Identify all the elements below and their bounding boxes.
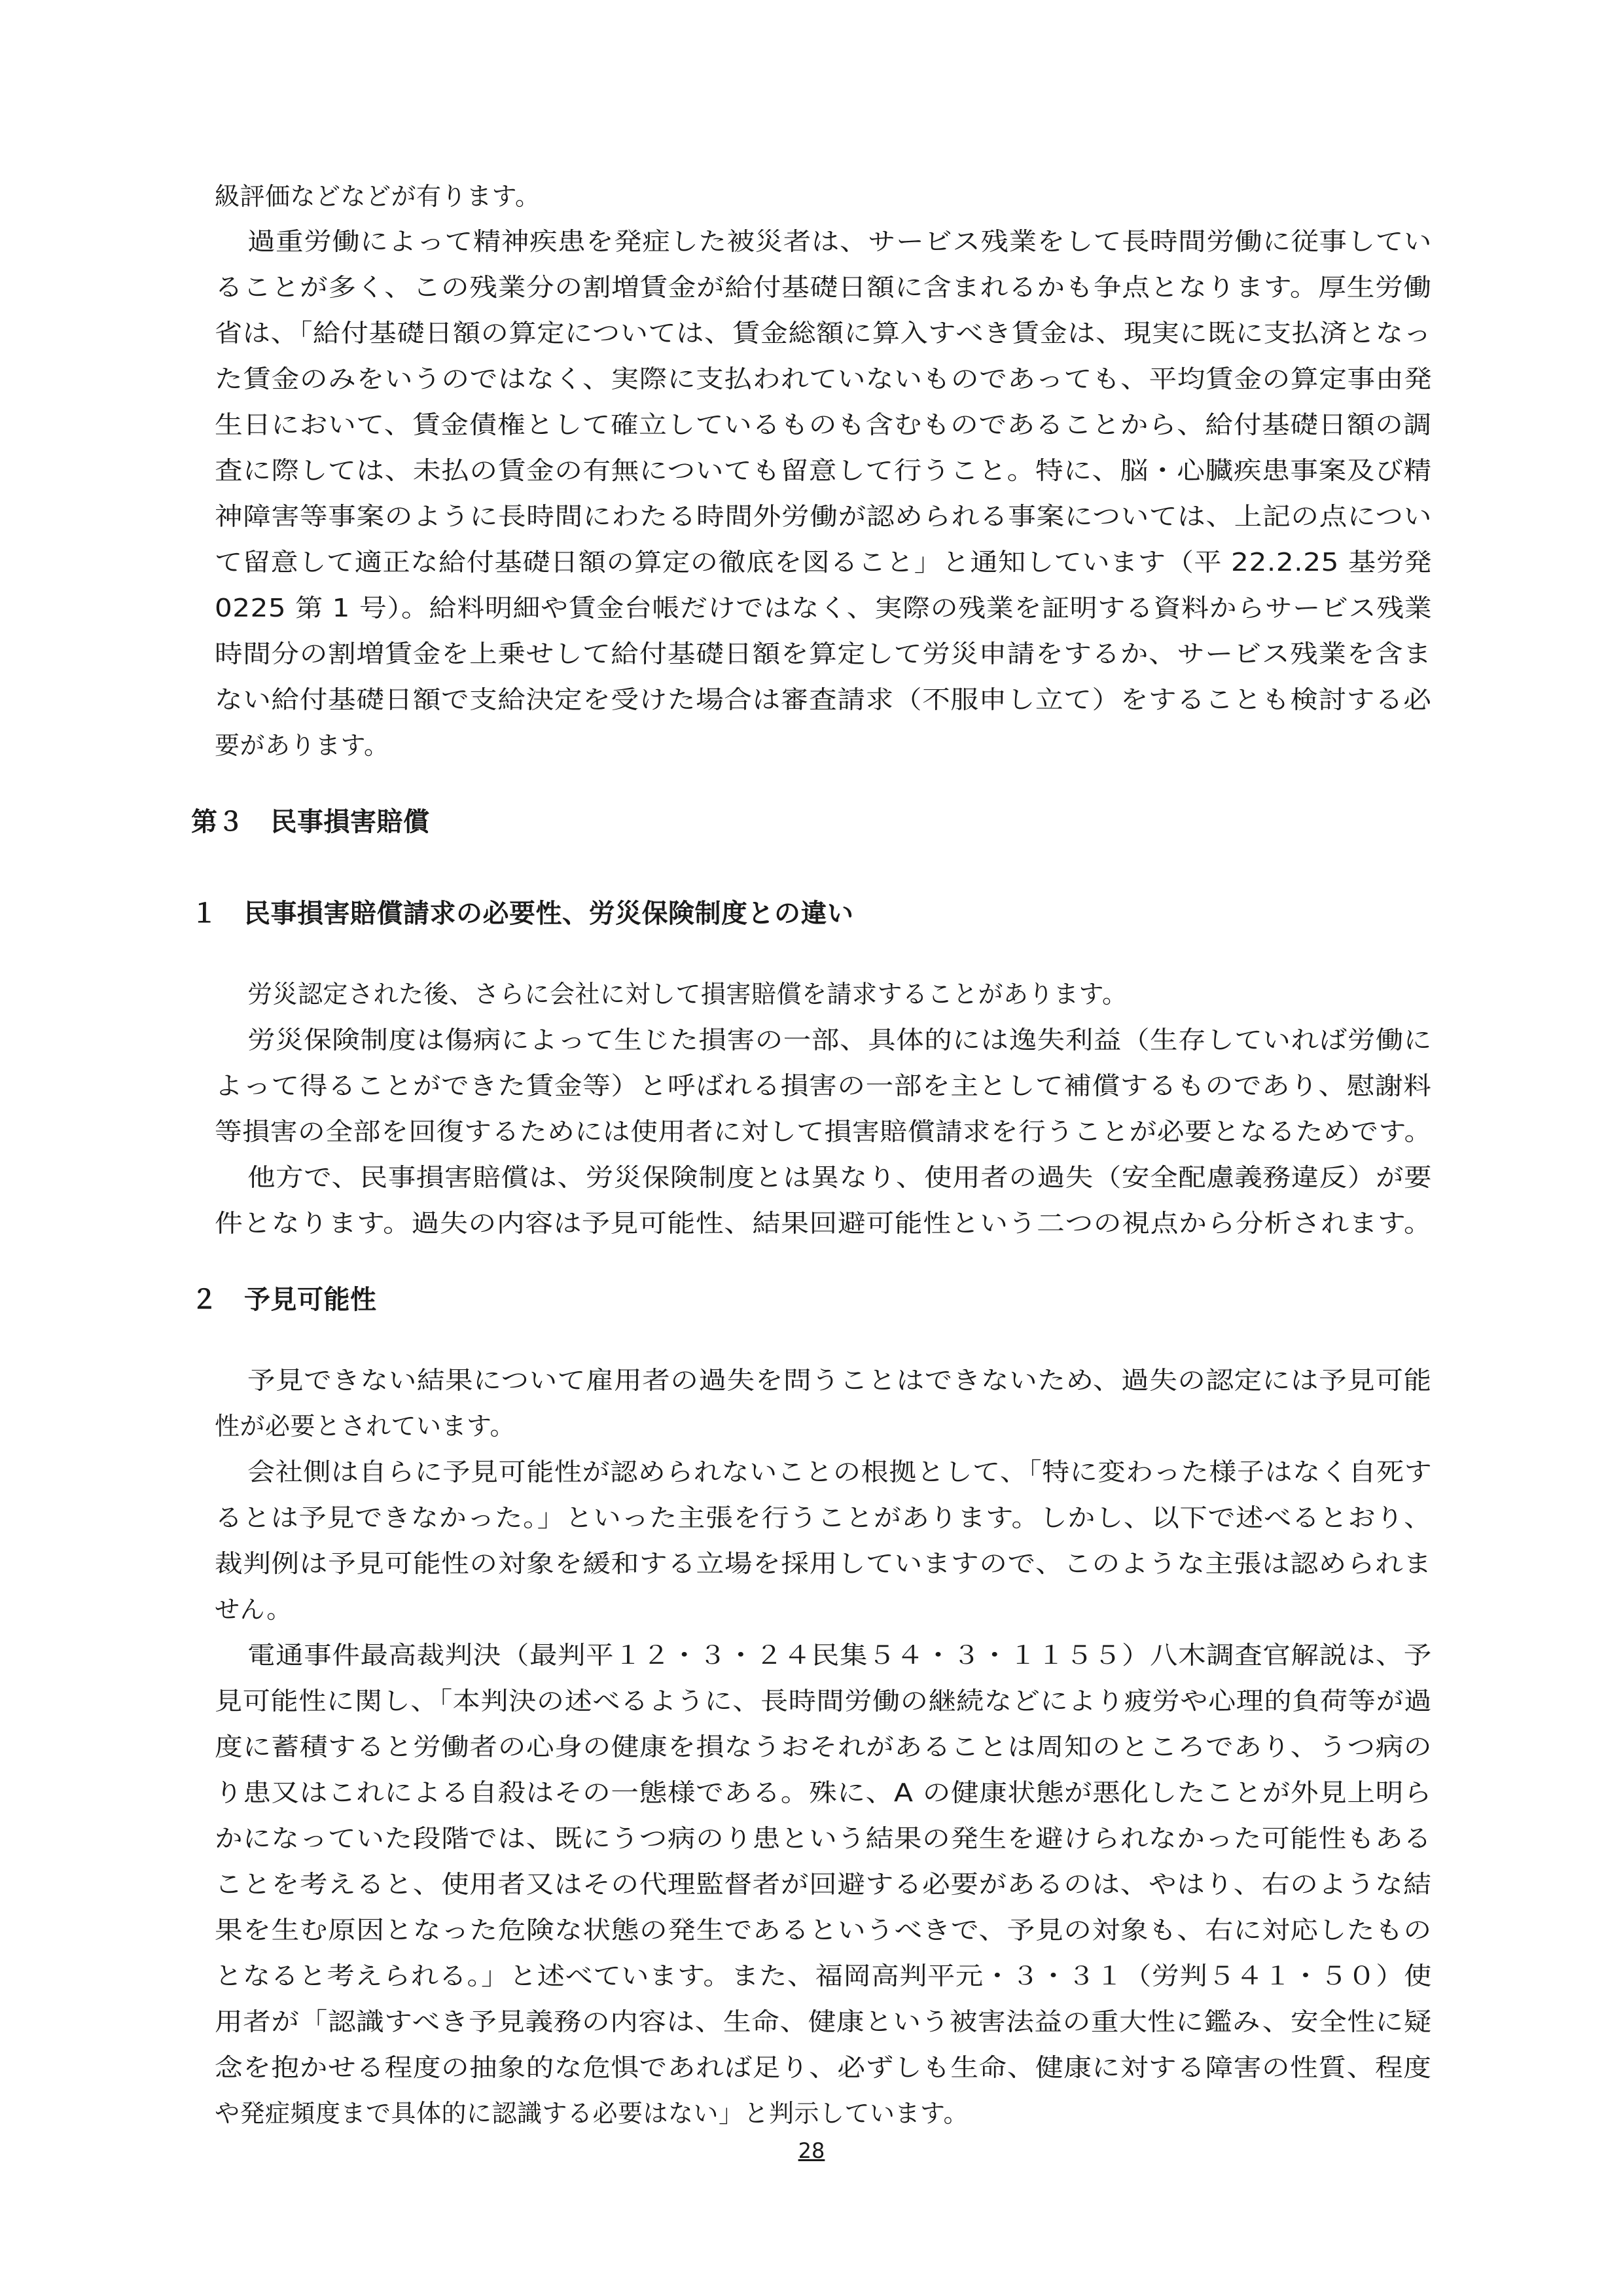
text-line: 予見できない結果について雇用者の過失を問うことはできないため、過失の認定には予見可能 <box>247 1366 1432 1395</box>
text-line: 神障害等事案のように長時間にわたる時間外労働が認められる事案については、上記の点につい <box>215 502 1432 531</box>
text-line: 要があります。 <box>215 731 389 760</box>
text-line: 0225 第 1 号）。給料明細や賃金台帳だけではなく、実際の残業を証明する資料からサービス残業 <box>215 594 1433 622</box>
text-line: 査に際しては、未払の賃金の有無についても留意して行うこと。特に、脳・心臓疾患事案及び精 <box>215 456 1432 485</box>
text-line: るとは予見できなかった。」といった主張を行うことがあります。しかし、以下で述べるとおり、 <box>215 1503 1432 1532</box>
text-line: 用者が「認識すべき予見義務の内容は、生命、健康という被害法益の重大性に鑑み、安全性に疑 <box>215 2007 1433 2036</box>
text-line: 省は、「給付基礎日額の算定については、賃金総額に算入すべき賃金は、現実に既に支払済となっ <box>215 319 1432 348</box>
text-line: かになっていた段階では、既にうつ病のり患という結果の発生を避けられなかった可能性もある <box>215 1824 1432 1853</box>
text-line: よって得ることができた賃金等）と呼ばれる損害の一部を主として補償するものであり、慰謝料 <box>215 1071 1432 1100</box>
text-line: 電通事件最高裁判決（最判平１２・３・２４民集５４・３・１１５５）八木調査官解説は、予 <box>247 1641 1433 1670</box>
text-line: 度に蓄積すると労働者の心身の健康を損なうおそれがあることは周知のところであり、うつ病の <box>215 1732 1433 1761</box>
text-line: ことを考えると、使用者又はその代理監督者が回避する必要があるのは、やはり、右のような結 <box>215 1870 1432 1899</box>
text-line: 会社側は自らに予見可能性が認められないことの根拠として、「特に変わった様子はなく自死す <box>247 1458 1433 1486</box>
text-line: ることが多く、この残業分の割増賃金が給付基礎日額に含まれるかも争点となります。厚生労働 <box>215 273 1432 302</box>
section-heading: １ 民事損害賠償請求の必要性、労災保険制度との違い <box>191 899 854 929</box>
text-line: ない給付基礎日額で支給決定を受けた場合は審査請求（不服申し立て）をすることも検討する必 <box>215 685 1432 714</box>
text-line: 等損害の全部を回復するためには使用者に対して損害賠償請求を行うことが必要となるためです。 <box>215 1117 1432 1146</box>
text-line: て留意して適正な給付基礎日額の算定の徹底を図ること」と通知しています（平 22.2.25 基労発 <box>215 548 1433 577</box>
text-line: せん。 <box>215 1595 292 1624</box>
text-line: 見可能性に関し、「本判決の述べるように、長時間労働の継続などにより疲労や心理的負荷等が過 <box>215 1687 1433 1715</box>
text-line: 果を生む原因となった危険な状態の発生であるというべきで、予見の対象も、右に対応したもの <box>215 1916 1432 1945</box>
text-line: 性が必要とされています。 <box>215 1412 515 1441</box>
text-line: 件となります。過失の内容は予見可能性、結果回避可能性という二つの視点から分析されます。 <box>215 1209 1433 1238</box>
text-line: 労災認定された後、さらに会社に対して損害賠償を請求することがあります。 <box>247 980 1128 1009</box>
text-line: となると考えられる。」と述べています。また、福岡高判平元・３・３１（労判５４１・５０）使 <box>215 1962 1432 1990</box>
page-number: 28 <box>798 2138 825 2163</box>
section-heading: 第３ 民事損害賠償 <box>191 807 430 837</box>
text-line: た賃金のみをいうのではなく、実際に支払われていないものであっても、平均賃金の算定事由発 <box>215 365 1433 393</box>
section-heading: ２ 予見可能性 <box>191 1285 377 1315</box>
text-line: 級評価などなどが有ります。 <box>215 182 541 211</box>
text-line: や発症頻度まで具体的に認識する必要はない」と判示しています。 <box>215 2099 969 2128</box>
text-line: 念を抱かせる程度の抽象的な危惧であれば足り、必ずしも生命、健康に対する障害の性質、程度 <box>215 2053 1432 2082</box>
text-line: 労災保険制度は傷病によって生じた損害の一部、具体的には逸失利益（生存していれば労働に <box>247 1026 1433 1054</box>
text-line: 他方で、民事損害賠償は、労災保険制度とは異なり、使用者の過失（安全配慮義務違反）が要 <box>247 1163 1433 1192</box>
text-line: り患又はこれによる自殺はその一態様である。殊に、A の健康状態が悪化したことが外見上明ら <box>215 1778 1433 1807</box>
text-line: 生日において、賃金債権として確立しているものも含むものであることから、給付基礎日額の調 <box>215 410 1432 439</box>
text-line: 過重労働によって精神疾患を発症した被災者は、サービス残業をして長時間労働に従事してい <box>247 227 1433 256</box>
text-line: 時間分の割増賃金を上乗せして給付基礎日額を算定して労災申請をするか、サービス残業を含ま <box>215 639 1432 668</box>
text-line: 裁判例は予見可能性の対象を緩和する立場を採用していますので、このような主張は認められま <box>215 1549 1432 1578</box>
